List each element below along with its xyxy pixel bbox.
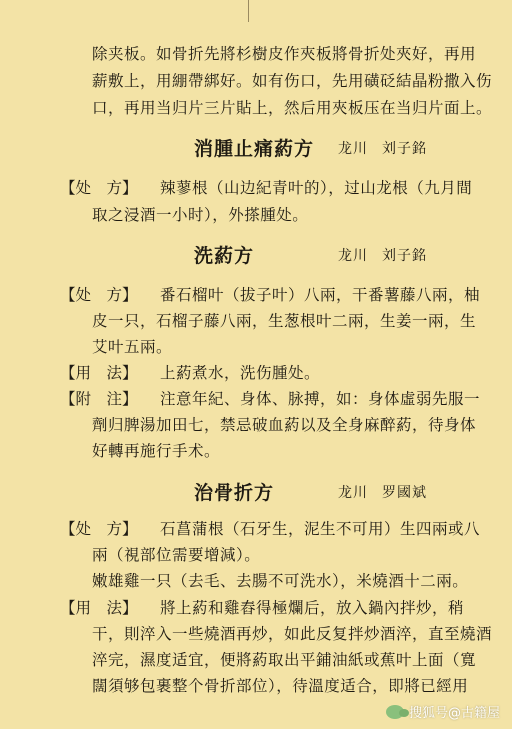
section-3-item-2-label: 【用 法】 — [60, 599, 138, 617]
section-3-item-2-line-4: 闊須够包裹整个骨折部位），待溫度适合，即將已經用 — [92, 677, 469, 695]
section-1-item-1-line-2: 取之浸酒一小时），外搽腫处。 — [92, 206, 309, 224]
section-3-item-2-line-2: 干，則淬入一些燒酒再炒，如此反复拌炒酒淬，直至燒酒 — [92, 625, 493, 643]
author-place: 龙川 — [338, 141, 368, 157]
section-2-item-3-label: 【附 注】 — [60, 390, 138, 408]
author-name: 罗國斌 — [382, 485, 427, 501]
section-1-item-1-label: 【处 方】 — [60, 179, 138, 197]
intro-line-2: 薪敷上，用綳帶綁好。如有伤口，先用磺砭結晶粉撒入伤 — [92, 72, 493, 90]
section-2-item-3-line-1: 注意年紀、身体、脉搏，如：身体虛弱先服一 — [160, 390, 481, 408]
author-place: 龙川 — [338, 248, 368, 264]
wechat-icon — [386, 705, 404, 719]
section-3-item-1-label: 【处 方】 — [60, 520, 138, 538]
author-name: 刘子銘 — [382, 141, 427, 157]
section-2-title: 洗葯方 — [194, 245, 255, 267]
author-name: 刘子銘 — [382, 248, 427, 264]
section-2-item-2-line-1: 上葯煮水，洗伤腫处。 — [160, 364, 321, 382]
section-3-item-1-line-2: 兩（視部位需要增減）。 — [92, 546, 261, 564]
section-2-item-1-label: 【处 方】 — [60, 286, 138, 304]
section-3-author — [338, 482, 427, 502]
section-1-author — [338, 138, 427, 158]
section-2-item-1-line-3: 艾叶五兩。 — [92, 338, 173, 356]
section-1-item-1-line-1: 辣蓼根（山边紀青叶的），过山龙根（九月間 — [160, 179, 473, 197]
section-2-item-2-label: 【用 法】 — [60, 364, 138, 382]
section-3-item-2-line-1: 將上葯和雞舂得極爛后，放入鍋內拌炒，稍 — [160, 599, 465, 617]
section-3-item-1-line-3: 嫩雄雞一只（去毛、去腸不可洗水），米燒酒十二兩。 — [92, 572, 469, 590]
section-2-item-1-line-1: 番石榴叶（拔子叶）八兩，干番薯藤八兩，柚 — [160, 286, 481, 304]
section-2-item-1-line-2: 皮一只，石榴子藤八兩，生葱根叶二兩，生姜一兩，生 — [92, 312, 477, 330]
section-3-title: 治骨折方 — [194, 482, 275, 504]
intro-line-1: 除夹板。如骨折先將杉樹皮作夾板將骨折处夾好，再用 — [92, 45, 477, 63]
section-3-item-1-line-1: 石菖蒲根（石牙生，泥生不可用）生四兩或八 — [160, 520, 481, 538]
intro-line-3: 口，再用当归片三片貼上，然后用夾板压在当归片面上。 — [92, 99, 493, 117]
top-divider — [248, 0, 249, 22]
section-2-author — [338, 245, 427, 265]
section-1-title: 消腫止痛葯方 — [194, 138, 315, 160]
section-2-item-3-line-2: 劑归脾湯加田七，禁忌破血葯以及全身麻醉葯，待身体 — [92, 416, 477, 434]
section-3-item-2-line-3: 淬完，濕度适宜，便將葯取出平鋪油紙或蕉叶上面（寬 — [92, 651, 477, 669]
watermark-text: 搜狐号@古籍屋 — [408, 706, 500, 721]
section-2-item-3-line-3: 好轉再施行手术。 — [92, 442, 221, 460]
author-place: 龙川 — [338, 485, 368, 501]
watermark — [386, 702, 500, 721]
